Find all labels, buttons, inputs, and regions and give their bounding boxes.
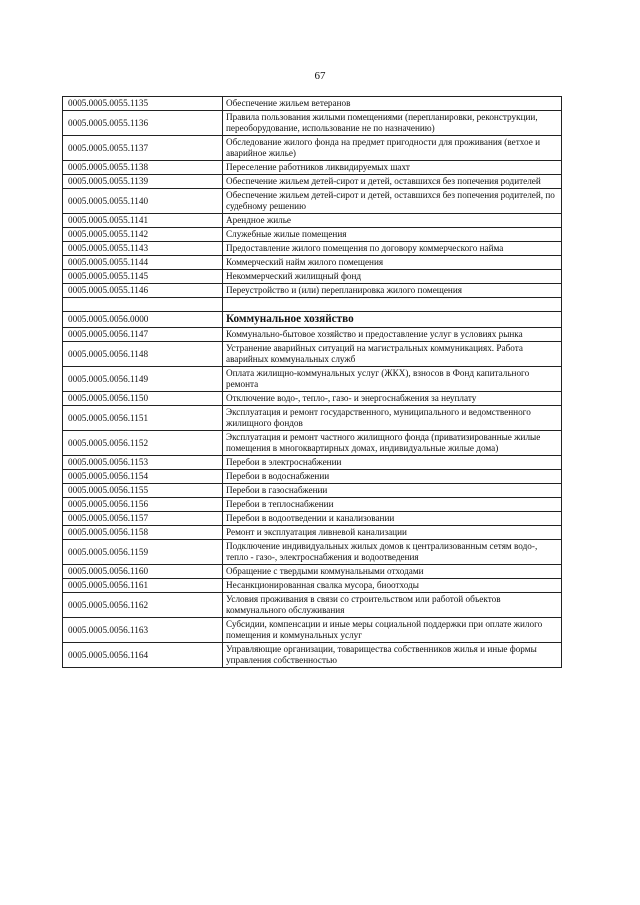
row-code: 0005.0005.0056.1161: [63, 579, 223, 593]
table-row: [63, 565, 562, 579]
page-number: 67: [314, 70, 326, 82]
table-row: [63, 242, 562, 256]
row-description: Эксплуатация и ремонт частного жилищного фонда (приватизированные жилые помещения в многоквартирных домах, индивидуальные жилые дома): [223, 431, 562, 456]
row-code: 0005.0005.0056.1150: [63, 392, 223, 406]
row-description: Переустройство и (или) перепланировка жилого помещения: [223, 284, 562, 298]
table-row: [63, 618, 562, 643]
row-code: 0005.0005.0056.1159: [63, 540, 223, 565]
table-row: [63, 214, 562, 228]
table-row: [63, 512, 562, 526]
row-code: 0005.0005.0055.1140: [63, 189, 223, 214]
row-description: Субсидии, компенсации и иные меры социальной поддержки при оплате жилого помещения и коммунальных услуг: [223, 618, 562, 643]
row-code: 0005.0005.0055.1137: [63, 136, 223, 161]
row-code: 0005.0005.0055.1139: [63, 175, 223, 189]
table-body: [63, 97, 562, 668]
table-row: [63, 643, 562, 668]
row-description: [223, 298, 562, 312]
row-code: 0005.0005.0055.1141: [63, 214, 223, 228]
row-description: Устранение аварийных ситуаций на магистральных коммуникациях. Работа аварийных коммунальных служб: [223, 342, 562, 367]
table-row: [63, 284, 562, 298]
row-code: 0005.0005.0055.1135: [63, 97, 223, 111]
table-row: [63, 136, 562, 161]
row-description: Коммерческий найм жилого помещения: [223, 256, 562, 270]
row-description: Перебои в водоснабжении: [223, 470, 562, 484]
row-description: Обращение с твердыми коммунальными отходами: [223, 565, 562, 579]
row-code: 0005.0005.0056.1149: [63, 367, 223, 392]
row-description: Подключение индивидуальных жилых домов к централизованным сетям водо-, тепло - газо-, электроснабжения и водоотведения: [223, 540, 562, 565]
row-description: Перебои в электроснабжении: [223, 456, 562, 470]
row-code: 0005.0005.0056.1155: [63, 484, 223, 498]
table-row: [63, 342, 562, 367]
table-row: [63, 456, 562, 470]
row-code: 0005.0005.0056.0000: [63, 312, 223, 328]
row-code: 0005.0005.0055.1143: [63, 242, 223, 256]
row-code: 0005.0005.0056.1162: [63, 593, 223, 618]
row-code: 0005.0005.0056.1164: [63, 643, 223, 668]
section-row: [63, 312, 562, 328]
table-row: [63, 470, 562, 484]
row-code: 0005.0005.0056.1148: [63, 342, 223, 367]
row-description: Перебои в газоснабжении: [223, 484, 562, 498]
row-code: 0005.0005.0055.1142: [63, 228, 223, 242]
row-code: 0005.0005.0056.1158: [63, 526, 223, 540]
blank-row: [63, 298, 562, 312]
table-row: [63, 593, 562, 618]
row-description: Несанкционированная свалка мусора, биоотходы: [223, 579, 562, 593]
table-row: [63, 111, 562, 136]
row-code: 0005.0005.0056.1151: [63, 406, 223, 431]
table-row: [63, 392, 562, 406]
row-description: Арендное жилье: [223, 214, 562, 228]
row-description: Коммунально-бытовое хозяйство и предоставление услуг в условиях рынка: [223, 328, 562, 342]
row-description: Обеспечение жильем детей-сирот и детей, оставшихся без попечения родителей, по судебному решению: [223, 189, 562, 214]
row-code: 0005.0005.0055.1145: [63, 270, 223, 284]
row-description: Обеспечение жильем ветеранов: [223, 97, 562, 111]
row-code: 0005.0005.0056.1156: [63, 498, 223, 512]
row-description: Обеспечение жильем детей-сирот и детей, оставшихся без попечения родителей: [223, 175, 562, 189]
table-row: [63, 540, 562, 565]
row-description: Обследование жилого фонда на предмет пригодности для проживания (ветхое и аварийное жилье): [223, 136, 562, 161]
row-description: Управляющие организации, товарищества собственников жилья и иные формы управления собственностью: [223, 643, 562, 668]
row-description: Перебои в водоотведении и канализовании: [223, 512, 562, 526]
table-row: [63, 484, 562, 498]
table-row: [63, 526, 562, 540]
table-row: [63, 256, 562, 270]
row-description: Правила пользования жилыми помещениями (перепланировки, реконструкции, переоборудование, использование не по назначению): [223, 111, 562, 136]
row-description: Ремонт и эксплуатация ливневой канализации: [223, 526, 562, 540]
table-row: [63, 161, 562, 175]
section-title: Коммунальное хозяйство: [223, 312, 562, 328]
row-description: Некоммерческий жилищный фонд: [223, 270, 562, 284]
row-code: 0005.0005.0055.1144: [63, 256, 223, 270]
table-row: [63, 431, 562, 456]
row-description: Отключение водо-, тепло-, газо- и энергоснабжения за неуплату: [223, 392, 562, 406]
row-code: 0005.0005.0056.1154: [63, 470, 223, 484]
table-row: [63, 175, 562, 189]
row-description: Перебои в теплоснабжении: [223, 498, 562, 512]
table-row: [63, 579, 562, 593]
row-code: 0005.0005.0056.1163: [63, 618, 223, 643]
row-code: 0005.0005.0056.1153: [63, 456, 223, 470]
row-description: Служебные жилые помещения: [223, 228, 562, 242]
row-code: 0005.0005.0056.1157: [63, 512, 223, 526]
table-row: [63, 228, 562, 242]
row-code: [63, 298, 223, 312]
table-row: [63, 189, 562, 214]
row-code: 0005.0005.0055.1136: [63, 111, 223, 136]
table-row: [63, 406, 562, 431]
row-code: 0005.0005.0056.1160: [63, 565, 223, 579]
classifier-table: [62, 96, 562, 668]
table-row: [63, 367, 562, 392]
row-code: 0005.0005.0055.1138: [63, 161, 223, 175]
row-description: Оплата жилищно-коммунальных услуг (ЖКХ), взносов в Фонд капитального ремонта: [223, 367, 562, 392]
row-description: Переселение работников ликвидируемых шахт: [223, 161, 562, 175]
row-description: Условия проживания в связи со строительством или работой объектов коммунального обслуживания: [223, 593, 562, 618]
table-row: [63, 328, 562, 342]
row-description: Предоставление жилого помещения по договору коммерческого найма: [223, 242, 562, 256]
table-row: [63, 498, 562, 512]
table-row: [63, 97, 562, 111]
table-row: [63, 270, 562, 284]
row-code: 0005.0005.0055.1146: [63, 284, 223, 298]
row-description: Эксплуатация и ремонт государственного, муниципального и ведомственного жилищного фондов: [223, 406, 562, 431]
row-code: 0005.0005.0056.1152: [63, 431, 223, 456]
row-code: 0005.0005.0056.1147: [63, 328, 223, 342]
